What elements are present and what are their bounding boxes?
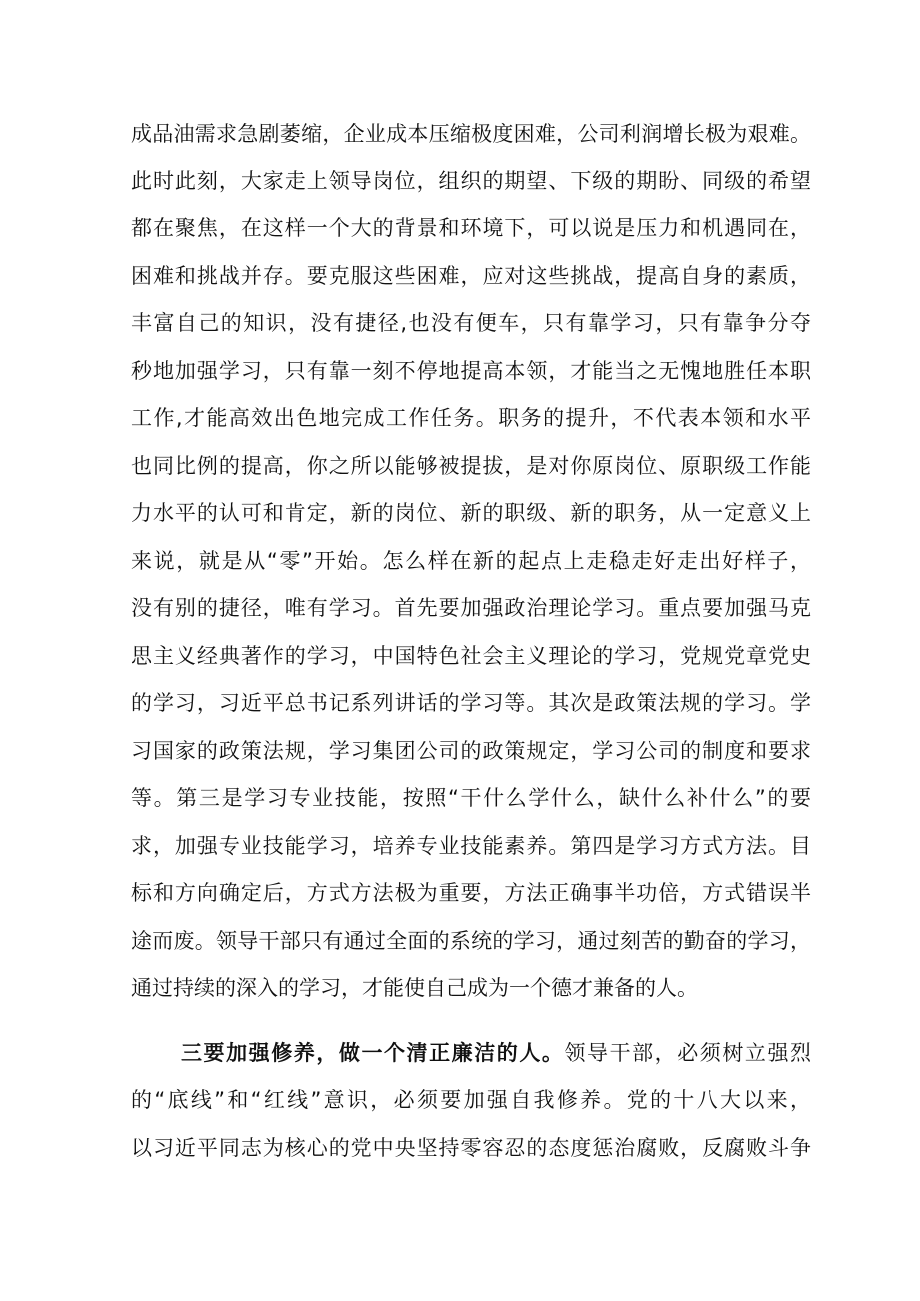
paragraph-1-line-2: 此时此刻，大家走上领导岗位，组织的期望、下级的期盼、同级的希望 <box>131 169 811 193</box>
paragraph-1-line-9: 力水平的认可和肯定，新的岗位、新的职级、新的职务，从一定意义上 <box>131 501 811 525</box>
paragraph-2-line-1 <box>181 1033 811 1073</box>
paragraph-1-line-8: 也同比例的提高，你之所以能够被提拔，是对你原岗位、原职级工作能 <box>131 454 811 478</box>
paragraph-1-line-13: 的学习，习近平总书记系列讲话的学习等。其次是政策法规的学习。学 <box>131 691 811 715</box>
paragraph-2-line-2: 的“底线”和“红线”意识，必须要加强自我修养。党的十八大以来， <box>131 1088 811 1112</box>
paragraph-1-line-7: 工作,才能高效出色地完成工作任务。职务的提升，不代表本领和水平 <box>131 406 811 430</box>
paragraph-1-line-4: 困难和挑战并存。要克服这些困难，应对这些挑战，提高自身的素质， <box>131 264 811 288</box>
paragraph-1-line-11: 没有别的捷径，唯有学习。首先要加强政治理论学习。重点要加强马克 <box>131 596 811 620</box>
paragraph-1-line-3: 都在聚焦，在这样一个大的背景和环境下，可以说是压力和机遇同在， <box>131 216 811 240</box>
paragraph-1-line-12: 思主义经典著作的学习，中国特色社会主义理论的学习，党规党章党史 <box>131 644 811 668</box>
paragraph-1-line-19: 通过持续的深入的学习，才能使自己成为一个德才兼备的人。 <box>131 976 698 1000</box>
paragraph-1-line-5: 丰富自己的知识，没有捷径,也没有便车，只有靠学习，只有靠争分夺 <box>131 311 811 335</box>
paragraph-2-line-1-text: 领导干部，必须树立强烈 <box>564 1041 811 1065</box>
paragraph-1-line-18: 途而废。领导干部只有通过全面的系统的学习，通过刻苦的勤奋的学习， <box>131 929 811 953</box>
paragraph-1-line-14: 习国家的政策法规，学习集团公司的政策规定，学习公司的制度和要求 <box>131 739 811 763</box>
paragraph-1-line-15: 等。第三是学习专业技能，按照“干什么学什么，缺什么补什么”的要 <box>131 786 811 810</box>
paragraph-1-line-10: 来说，就是从“零”开始。怎么样在新的起点上走稳走好走出好样子， <box>131 549 811 573</box>
section-heading: 三要加强修养，做一个清正廉洁的人。 <box>181 1041 565 1065</box>
paragraph-1-line-1: 成品油需求急剧萎缩，企业成本压缩极度困难，公司利润增长极为艰难。 <box>131 122 811 146</box>
paragraph-2-line-3: 以习近平同志为核心的党中央坚持零容忍的态度惩治腐败，反腐败斗争 <box>131 1136 811 1160</box>
paragraph-1-line-17: 标和方向确定后，方式方法极为重要，方法正确事半功倍，方式错误半 <box>131 881 811 905</box>
paragraph-1-line-16: 求，加强专业技能学习，培养专业技能素养。第四是学习方式方法。目 <box>131 834 811 858</box>
paragraph-1-line-6: 秒地加强学习，只有靠一刻不停地提高本领，才能当之无愧地胜任本职 <box>131 359 811 383</box>
